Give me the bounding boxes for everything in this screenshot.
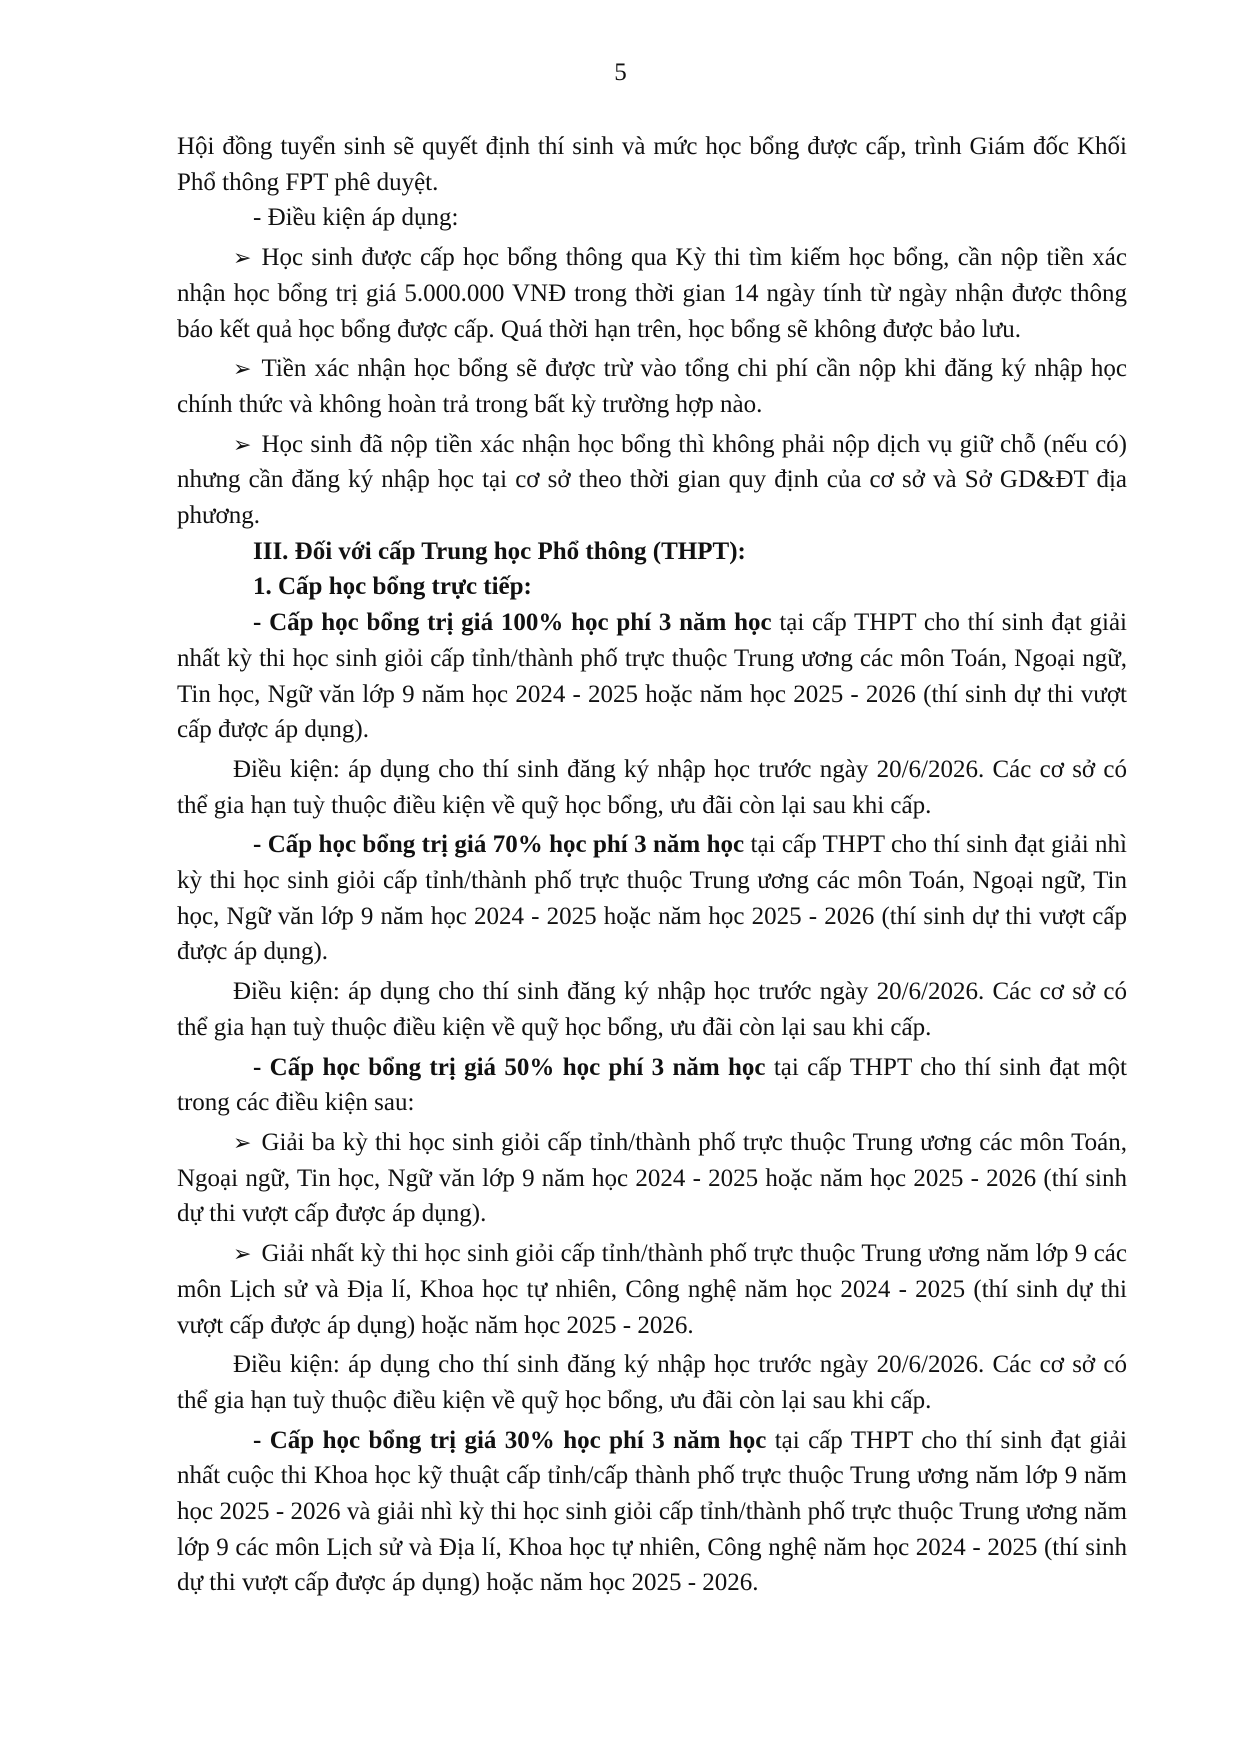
section-heading-thpt: III. Đối với cấp Trung học Phổ thông (THPT):	[253, 537, 746, 565]
bullet-first-prize-other-subjects: ➢ Giải nhất kỳ thi học sinh giỏi cấp tỉnh/thành phố trực thuộc Trung ương năm lớp 9 các môn Lịch sử và Địa lí, Khoa học tự nhiên, Công nghệ năm học 2024 - 2025 (thí sinh dự thi vượt cấp được áp dụng) hoặc năm học 2025 - 2026.	[177, 1236, 1127, 1343]
bullet-third-prize: ➢ Giải ba kỳ thi học sinh giỏi cấp tỉnh/thành phố trực thuộc Trung ương các môn Toán, Ngoại ngữ, Tin học, Ngữ văn lớp 9 năm học 2024 - 2025 hoặc năm học 2025 - 2026 (thí sinh dự thi vượt cấp được áp dụng).	[177, 1125, 1127, 1232]
paragraph-conditions-heading: - Điều kiện áp dụng:	[253, 204, 459, 232]
bullet-reservation-exemption: ➢ Học sinh đã nộp tiền xác nhận học bổng thì không phải nộp dịch vụ giữ chỗ (nếu có) nhưng cần đăng ký nhập học tại cơ sở theo thời gian quy định của cơ sở và Sở GD&ĐT địa phương.	[177, 427, 1127, 534]
condition-100-percent: Điều kiện: áp dụng cho thí sinh đăng ký nhập học trước ngày 20/6/2026. Các cơ sở có thể gia hạn tuỳ thuộc điều kiện về quỹ học bổng, ưu đãi còn lại sau khi cấp.	[177, 755, 1127, 819]
arrow-bullet-icon: ➢	[233, 431, 252, 457]
scholarship-50-percent: - Cấp học bổng trị giá 50% học phí 3 năm học tại cấp THPT cho thí sinh đạt một trong các điều kiện sau:	[177, 1053, 1127, 1117]
bullet-deposit-requirement: ➢ Học sinh được cấp học bổng thông qua Kỳ thi tìm kiếm học bổng, cần nộp tiền xác nhận học bổng trị giá 5.000.000 VNĐ trong thời gian 14 ngày tính từ ngày nhận được thông báo kết quả học bổng được cấp. Quá thời hạn trên, học bổng sẽ không được bảo lưu.	[177, 240, 1127, 347]
scholarship-70-percent: - Cấp học bổng trị giá 70% học phí 3 năm học tại cấp THPT cho thí sinh đạt giải nhì kỳ thi học sinh giỏi cấp tỉnh/thành phố trực thuộc Trung ương các môn Toán, Ngoại ngữ, Tin học, Ngữ văn lớp 9 năm học 2024 - 2025 hoặc năm học 2025 - 2026 (thí sinh dự thi vượt cấp được áp dụng).	[177, 831, 1127, 966]
arrow-bullet-icon: ➢	[233, 1129, 252, 1155]
scholarship-100-percent: - Cấp học bổng trị giá 100% học phí 3 năm học tại cấp THPT cho thí sinh đạt giải nhất kỳ thi học sinh giỏi cấp tỉnh/thành phố trực thuộc Trung ương các môn Toán, Ngoại ngữ, Tin học, Ngữ văn lớp 9 năm học 2024 - 2025 hoặc năm học 2025 - 2026 (thí sinh dự thi vượt cấp được áp dụng).	[177, 609, 1127, 744]
condition-50-percent: Điều kiện: áp dụng cho thí sinh đăng ký nhập học trước ngày 20/6/2026. Các cơ sở có thể gia hạn tuỳ thuộc điều kiện về quỹ học bổng, ưu đãi còn lại sau khi cấp.	[177, 1351, 1127, 1414]
arrow-bullet-icon: ➢	[233, 1241, 252, 1267]
page-number: 5	[614, 59, 627, 86]
arrow-bullet-icon: ➢	[233, 356, 252, 382]
paragraph-council-decision: Hội đồng tuyển sinh sẽ quyết định thí sinh và mức học bổng được cấp, trình Giám đốc Khối Phổ thông FPT phê duyệt.	[177, 133, 1127, 196]
scholarship-30-percent: - Cấp học bổng trị giá 30% học phí 3 năm học tại cấp THPT cho thí sinh đạt giải nhất cuộc thi Khoa học kỹ thuật cấp tỉnh/cấp thành phố trực thuộc Trung ương năm lớp 9 năm học 2025 - 2026 và giải nhì kỳ thi học sinh giỏi cấp tỉnh/thành phố trực thuộc Trung ương năm lớp 9 các môn Lịch sử và Địa lí, Khoa học tự nhiên, Công nghệ năm học 2024 - 2025 (thí sinh dự thi vượt cấp được áp dụng) hoặc năm học 2025 - 2026.	[177, 1426, 1127, 1597]
condition-70-percent: Điều kiện: áp dụng cho thí sinh đăng ký nhập học trước ngày 20/6/2026. Các cơ sở có thể gia hạn tuỳ thuộc điều kiện về quỹ học bổng, ưu đãi còn lại sau khi cấp.	[177, 978, 1127, 1041]
subsection-heading-direct-scholarship: 1. Cấp học bổng trực tiếp:	[253, 573, 532, 601]
bullet-deposit-deduction: ➢ Tiền xác nhận học bổng sẽ được trừ vào tổng chi phí cần nộp khi đăng ký nhập học chính thức và không hoàn trả trong bất kỳ trường hợp nào.	[177, 351, 1127, 422]
document-body	[177, 129, 1127, 1601]
arrow-bullet-icon: ➢	[233, 245, 252, 271]
